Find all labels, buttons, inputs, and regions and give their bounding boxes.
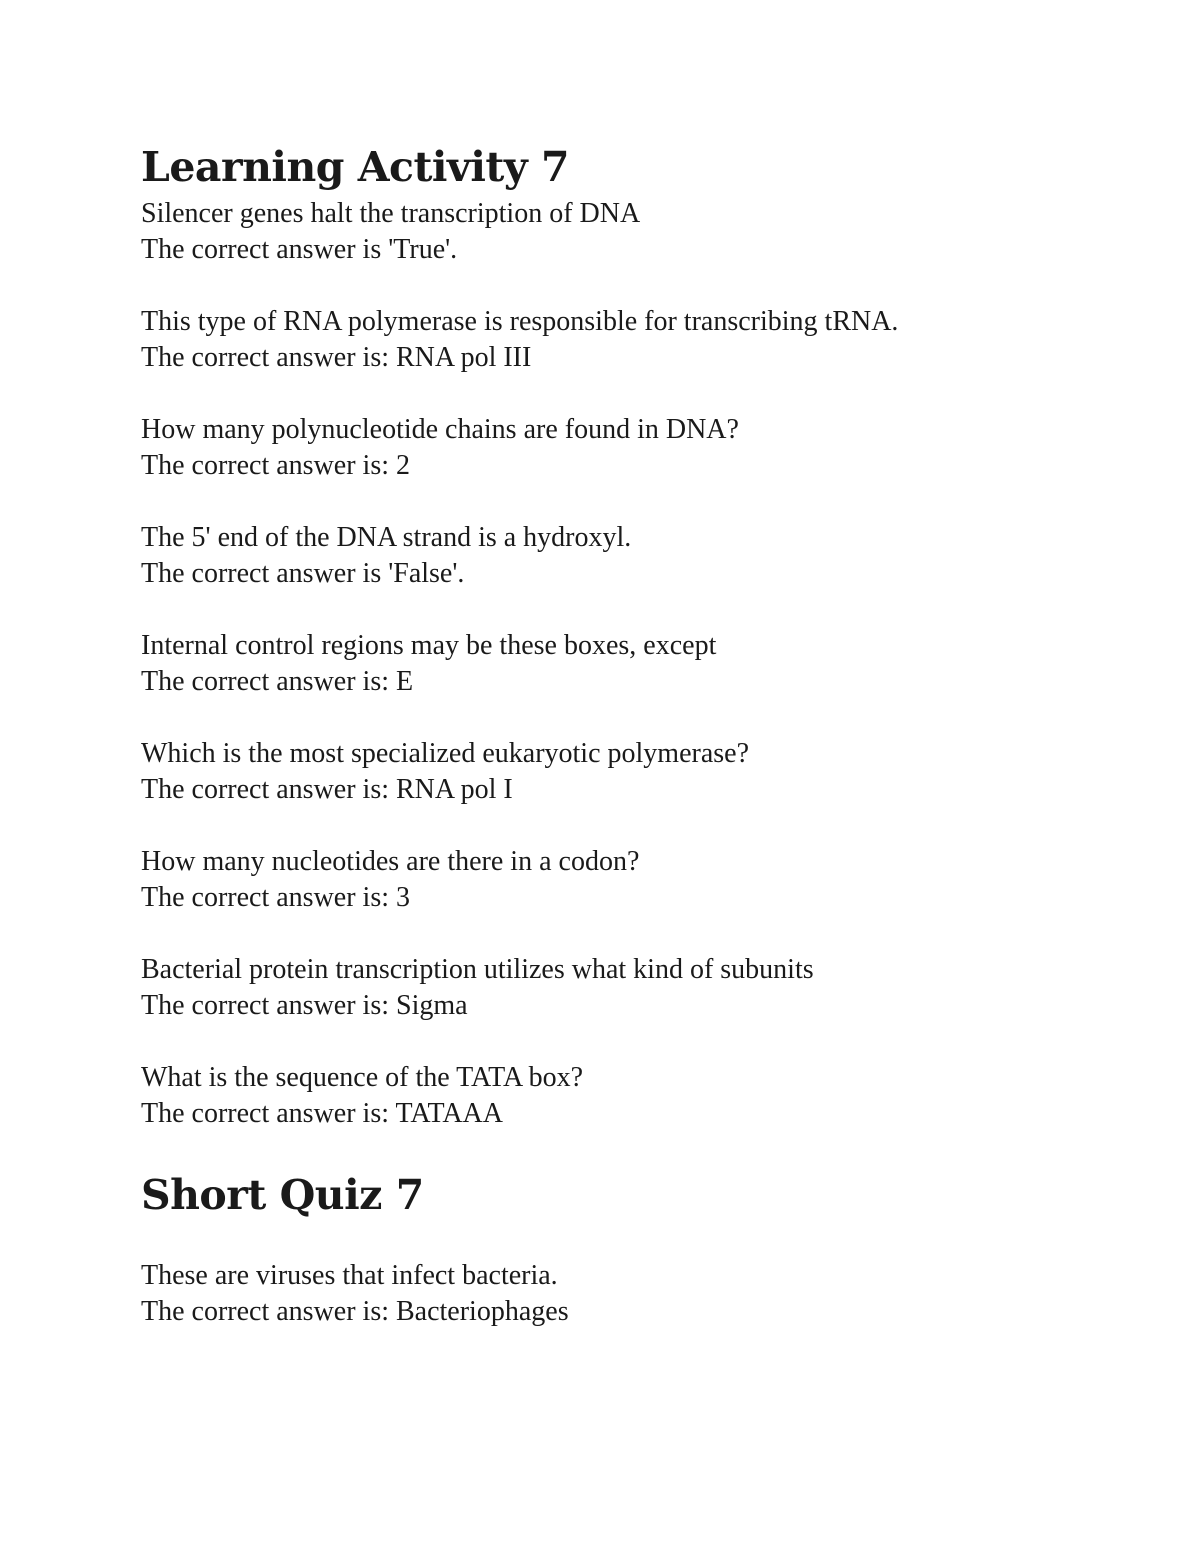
section-learning-activity — [141, 138, 1101, 1132]
question-text: Bacterial protein transcription utilizes what kind of subunits — [141, 954, 814, 985]
section-heading: Short Quiz 7 — [141, 1171, 424, 1219]
answer-text: The correct answer is: Bacteriophages — [141, 1296, 569, 1327]
question-text: These are viruses that infect bacteria. — [141, 1260, 558, 1291]
question-item — [141, 1258, 1101, 1330]
question-text: How many polynucleotide chains are found in DNA? — [141, 414, 739, 445]
answer-text: The correct answer is: 3 — [141, 882, 410, 913]
question-text: Internal control regions may be these boxes, except — [141, 630, 717, 661]
question-item — [141, 520, 1101, 592]
answer-text: The correct answer is: Sigma — [141, 990, 468, 1021]
answer-text: The correct answer is: E — [141, 666, 414, 697]
question-text: What is the sequence of the TATA box? — [141, 1062, 584, 1093]
question-text: The 5' end of the DNA strand is a hydroxyl. — [141, 522, 632, 553]
question-item — [141, 412, 1101, 484]
answer-text: The correct answer is: TATAAA — [141, 1098, 503, 1129]
question-text: How many nucleotides are there in a codon? — [141, 846, 640, 877]
answer-text: The correct answer is 'True'. — [141, 234, 458, 265]
question-item — [141, 304, 1101, 376]
question-item — [141, 844, 1101, 916]
section-short-quiz — [141, 1166, 1101, 1330]
answer-text: The correct answer is: 2 — [141, 450, 410, 481]
answer-text: The correct answer is: RNA pol III — [141, 342, 532, 373]
question-item — [141, 628, 1101, 700]
question-item — [141, 952, 1101, 1024]
question-item — [141, 1060, 1101, 1132]
question-text: Silencer genes halt the transcription of DNA — [141, 198, 641, 229]
document-page — [141, 138, 1101, 1330]
question-item — [141, 736, 1101, 808]
question-text: Which is the most specialized eukaryotic polymerase? — [141, 738, 750, 769]
section-heading: Learning Activity 7 — [141, 143, 569, 191]
question-text: This type of RNA polymerase is responsible for transcribing tRNA. — [141, 306, 899, 337]
answer-text: The correct answer is: RNA pol I — [141, 774, 513, 805]
question-item — [141, 196, 1101, 268]
answer-text: The correct answer is 'False'. — [141, 558, 465, 589]
